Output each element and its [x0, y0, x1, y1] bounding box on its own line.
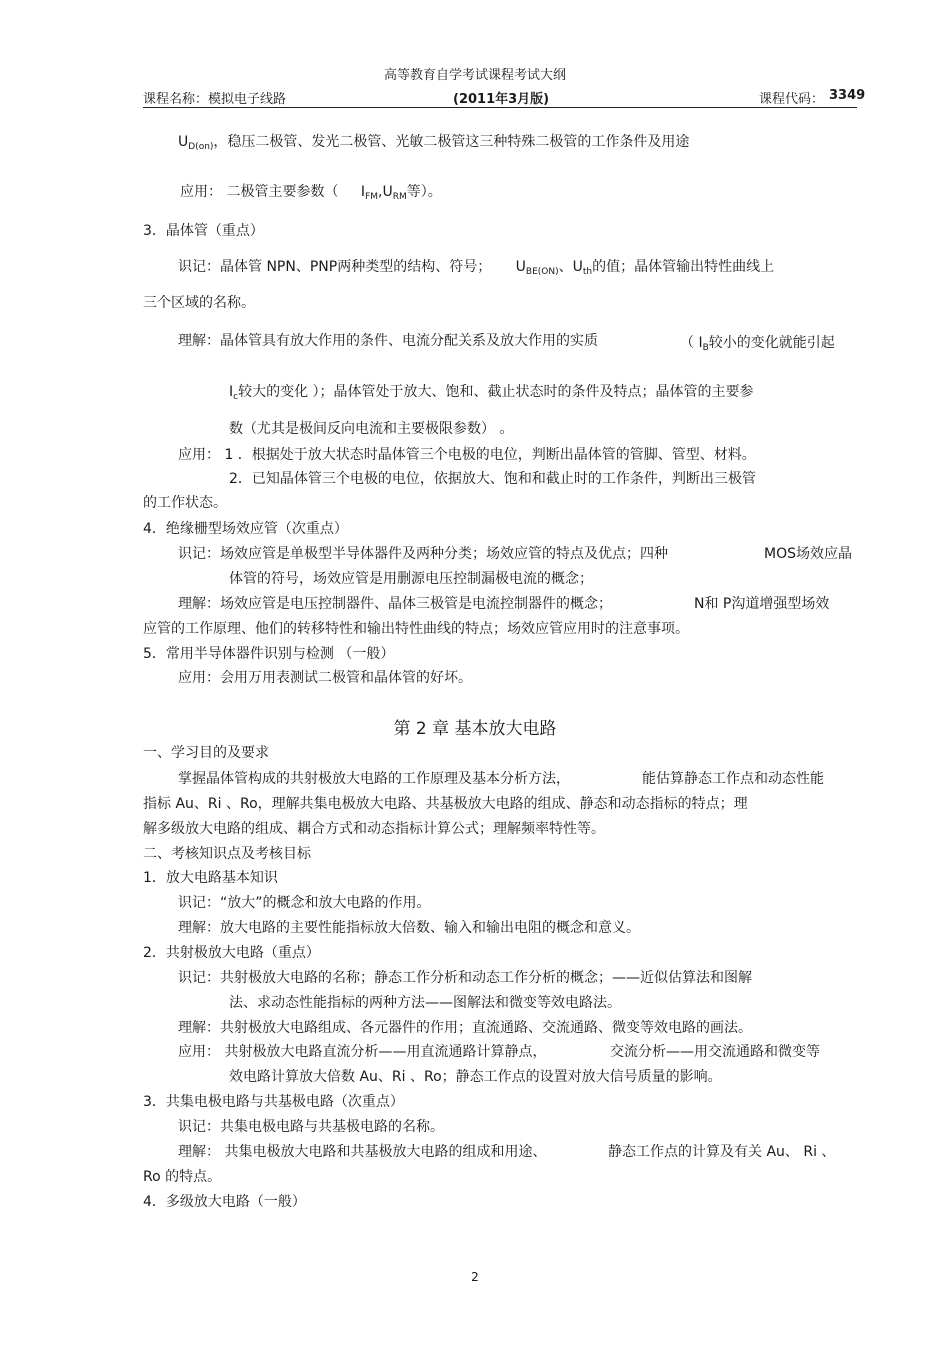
paragraph-line: 识记：共射极放大电路的名称；静态工作分析和动态工作分析的概念；——近似估算法和图解	[178, 970, 752, 986]
header-course-name: 课程名称：模拟电子线路	[143, 92, 287, 107]
paragraph-line: 应用： 共射极放大电路直流分析——用直流通路计算静点，	[178, 1044, 547, 1060]
paragraph-line: 数（尤其是极间反向电流和主要极限参数） 。	[229, 421, 514, 437]
paragraph-line: 法、求动态性能指标的两种方法——图解法和微变等效电路法。	[229, 995, 621, 1011]
header-row	[143, 88, 866, 107]
line-transistor-ic: $I_c$较大的变化 ）；晶体管处于放大、饱和、截止状态时的条件及特点；晶体管的主要参	[229, 384, 754, 402]
paragraph-line: 识记：“放大”的概念和放大电路的作用。	[178, 895, 431, 911]
section-heading: 2．共射极放大电路（重点）	[143, 945, 320, 961]
paragraph-line: 的工作状态。	[143, 495, 227, 511]
paragraph-line: 解多级放大电路的组成、耦合方式和动态指标计算公式；理解频率特性等。	[143, 821, 605, 837]
section-heading: 二、考核知识点及考核目标	[143, 846, 311, 862]
paragraph-line: 识记：场效应管是单极型半导体器件及两种分类；场效应管的特点及优点；四种	[178, 546, 668, 562]
paragraph-line: 静态工作点的计算及有关 Au、 Ri 、	[608, 1144, 836, 1160]
paragraph-line: 理解：场效应管是电压控制器件、晶体三极管是电流控制器件的概念；	[178, 596, 612, 612]
paragraph-line: MOS场效应晶	[764, 546, 852, 562]
section-heading: 1．放大电路基本知识	[143, 870, 278, 886]
paragraph-line: Ro 的特点。	[143, 1169, 222, 1185]
paragraph-line: N和 P沟道增强型场效	[694, 596, 830, 612]
paragraph-line: 掌握晶体管构成的共射极放大电路的工作原理及基本分析方法，	[178, 771, 570, 787]
paragraph-line: 应用： 1 ．根据处于放大状态时晶体管三个电极的电位，判断出晶体管的管脚、管型、材料。	[178, 447, 756, 463]
section-heading: 3．共集电极电路与共基极电路（次重点）	[143, 1094, 404, 1110]
paragraph-line: 能估算静态工作点和动态性能	[642, 771, 824, 787]
line-transistor-understand: 理解：晶体管具有放大作用的条件、电流分配关系及放大作用的实质	[178, 333, 598, 349]
line-transistor-recognize: 识记：晶体管 NPN、PNP两种类型的结构、符号； $U_{BE(ON)}$、$U_{th}$的值；晶体管输出特性曲线上	[178, 259, 775, 277]
paragraph-line: 2．已知晶体管三个电极的电位，依据放大、饱和和截止时的工作条件，判断出三极管	[229, 471, 756, 487]
paragraph-line: 应用：会用万用表测试二极管和晶体管的好坏。	[178, 670, 472, 686]
line-diode-params: 应用： 二极管主要参数（ $I_{FM},U_{RM}$等）。	[180, 184, 442, 202]
chapter-title: 第 2 章 基本放大电路	[393, 719, 557, 739]
line-transistor-ib: （ $I_B$较小的变化就能引起	[680, 335, 835, 353]
section-heading: 5．常用半导体器件识别与检测 （一般）	[143, 646, 395, 662]
paragraph-line: 应管的工作原理、他们的转移特性和输出特性曲线的特点；场效应管应用时的注意事项。	[143, 621, 689, 637]
section-heading: 4．多级放大电路（一般）	[143, 1194, 306, 1210]
page-number: 2	[471, 1270, 479, 1284]
section-heading: 4．绝缘栅型场效应管（次重点）	[143, 521, 348, 537]
paragraph-line: 理解：共射极放大电路组成、各元器件的作用；直流通路、交流通路、微变等效电路的画法。	[178, 1020, 752, 1036]
paragraph-line: 理解： 共集电极放大电路和共基极放大电路的组成和用途、	[178, 1144, 547, 1160]
paragraph-line: 效电路计算放大倍数 Au、Ri 、Ro；静态工作点的设置对放大信号质量的影响。	[229, 1069, 722, 1085]
paragraph-line: 体管的符号，场效应管是用删源电压控制漏极电流的概念；	[229, 571, 593, 587]
paragraph-line: 识记：共集电极电路与共基极电路的名称。	[178, 1119, 444, 1135]
paragraph-line: 理解：放大电路的主要性能指标放大倍数、输入和输出电阻的概念和意义。	[178, 920, 640, 936]
header-edition: (2011年3月版)	[453, 92, 550, 107]
paragraph-line: 指标 Au、Ri 、Ro，理解共集电极放大电路、共基极放大电路的组成、静态和动态指标的特点；理	[143, 796, 748, 812]
section-heading: 3．晶体管（重点）	[143, 223, 264, 239]
paragraph-line: 交流分析——用交流通路和微变等	[610, 1044, 820, 1060]
section-heading: 一、学习目的及要求	[143, 745, 269, 761]
paragraph-line: 三个区域的名称。	[143, 295, 255, 311]
line-diode-special: $U_{D(on)}$，稳压二极管、发光二极管、光敏二极管这三种特殊二极管的工作条件及用途	[178, 134, 690, 152]
header-course-code-label: 课程代码：	[759, 92, 825, 107]
header-title: 高等教育自学考试课程考试大纲	[383, 68, 566, 83]
header-course-code: 3349	[829, 88, 866, 103]
header-rule	[143, 107, 857, 108]
